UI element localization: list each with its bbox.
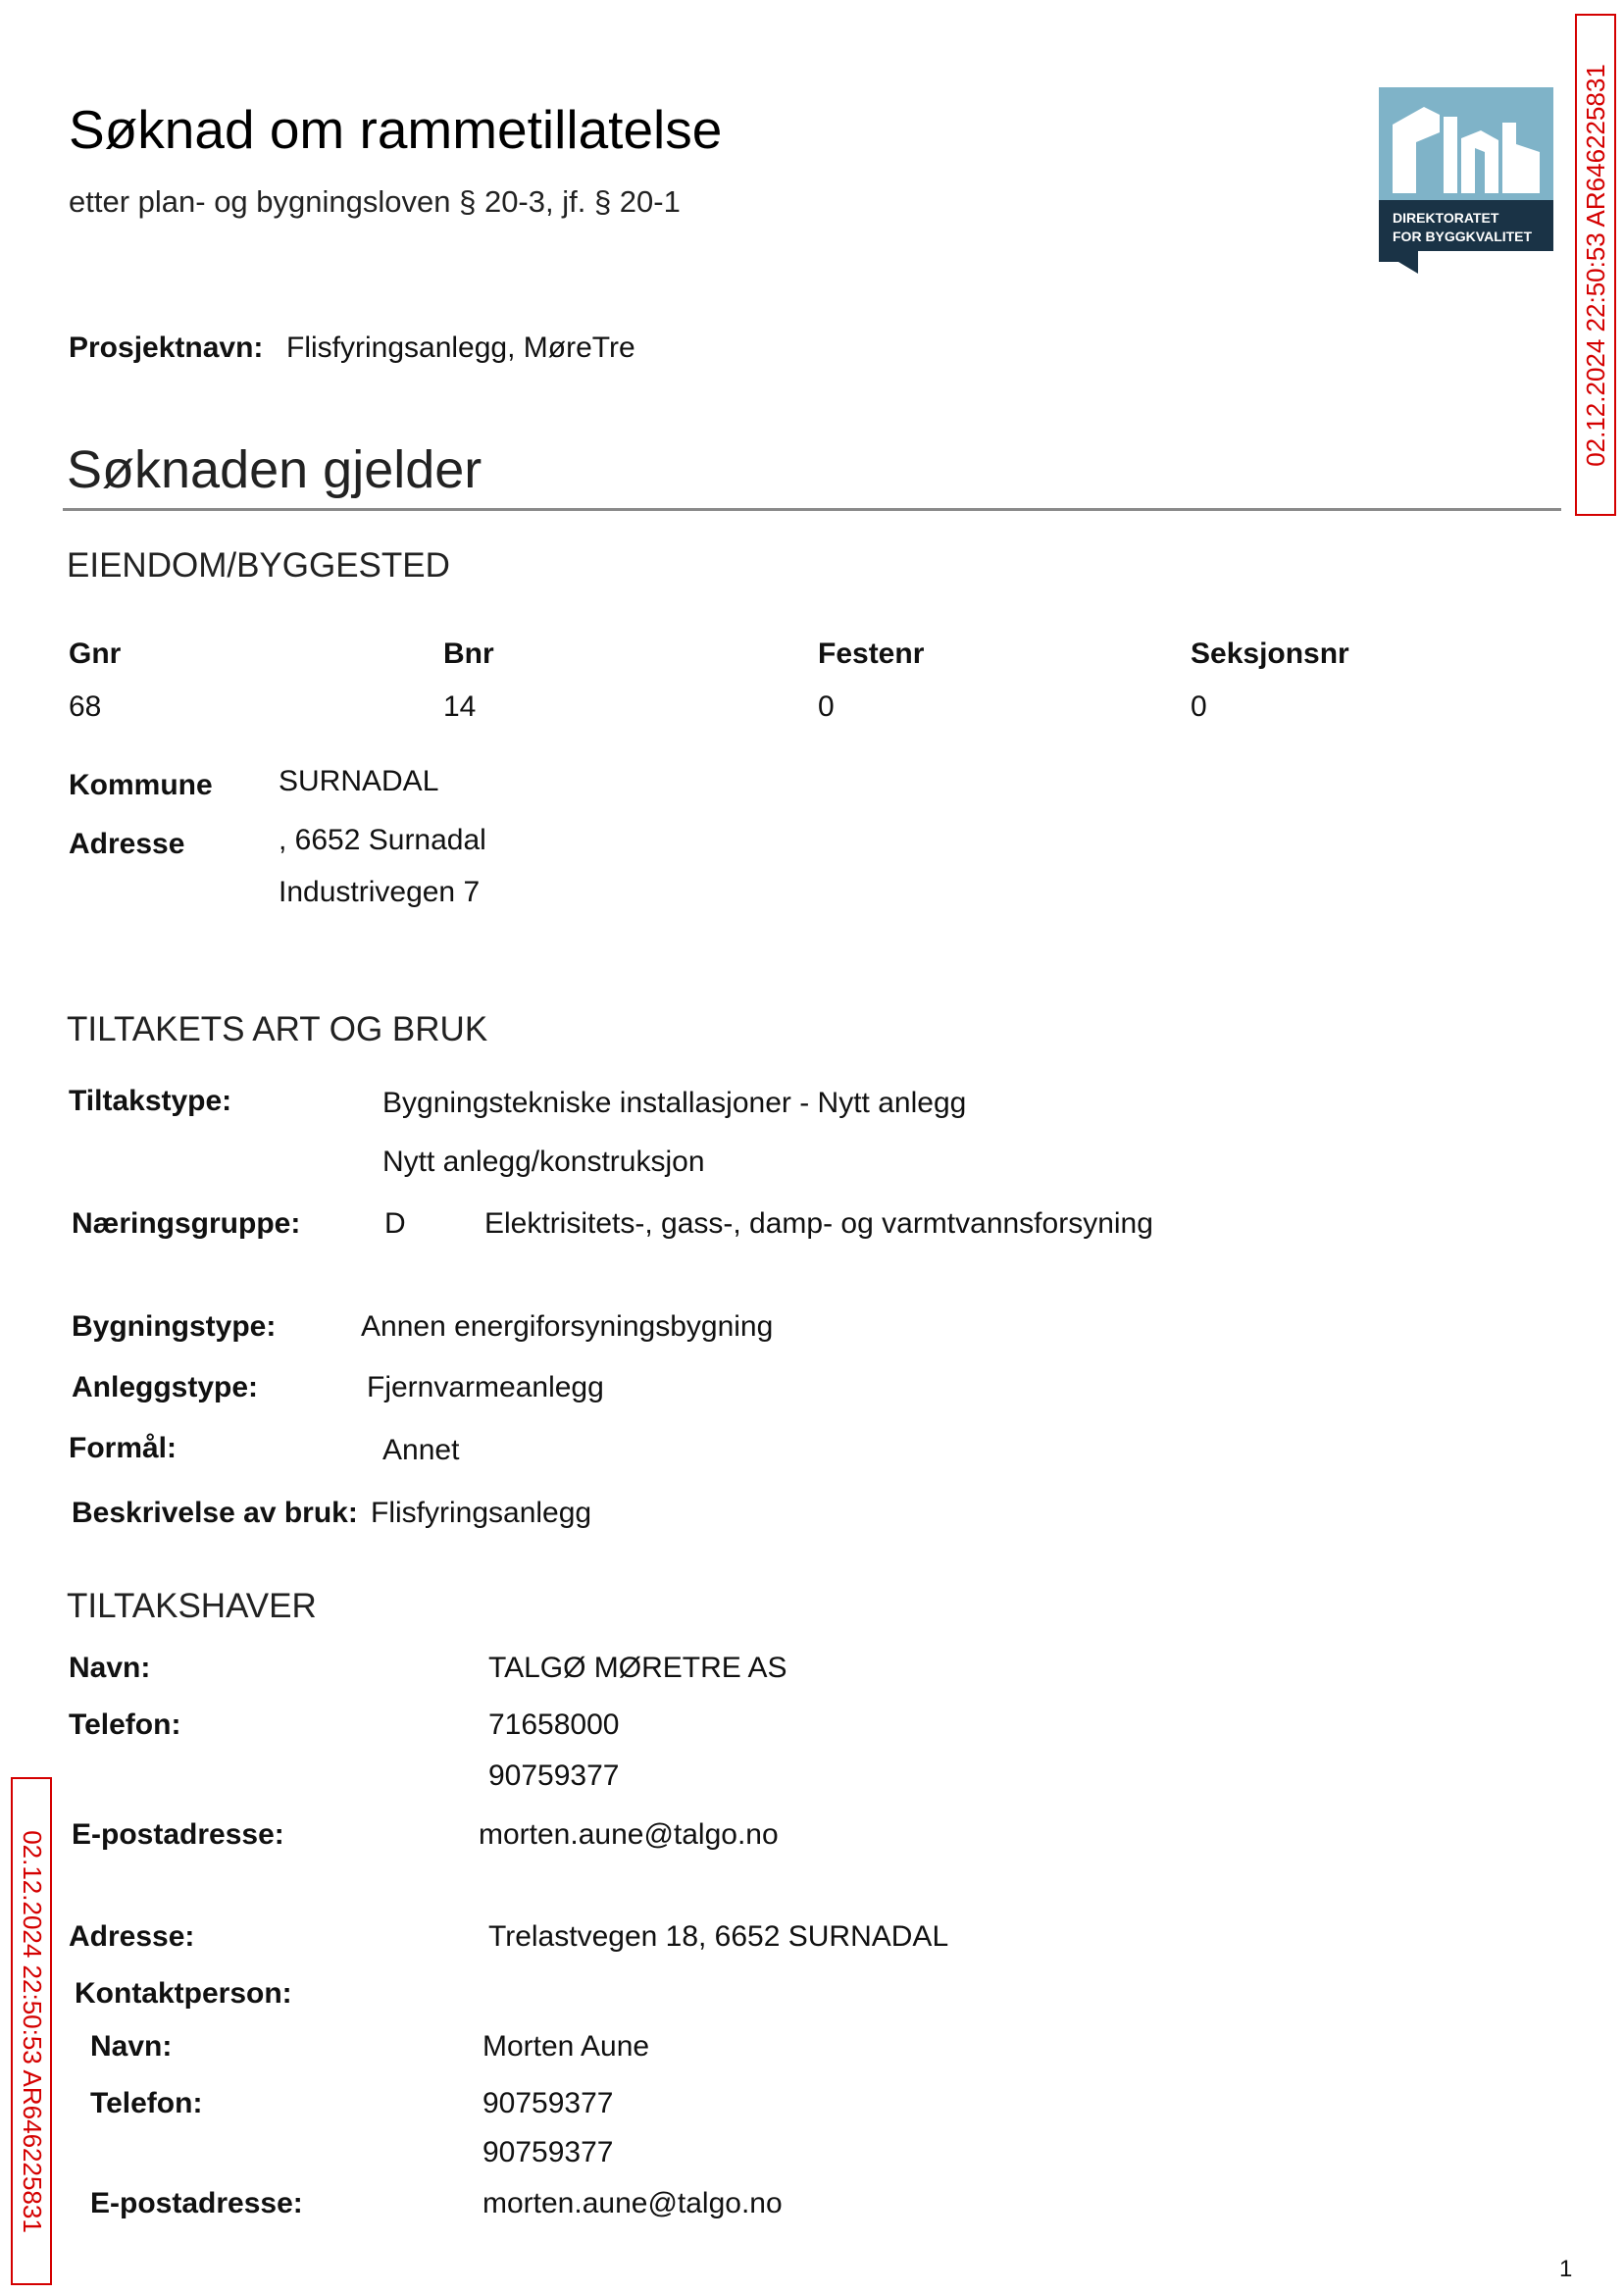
festenr-label: Festenr: [818, 637, 925, 670]
gnr-value: 68: [69, 690, 102, 723]
festenr-value: 0: [818, 690, 835, 723]
usage-label: Beskrivelse av bruk:: [72, 1497, 358, 1529]
measure-type-label: Tiltakstype:: [69, 1085, 232, 1117]
measure-type-line2: Nytt anlegg/konstruksjon: [382, 1146, 705, 1178]
seksjonsnr-label: Seksjonsnr: [1191, 637, 1349, 670]
measure-heading: TILTAKETS ART OG BRUK: [67, 1010, 488, 1048]
dibk-logo: [1379, 87, 1553, 274]
address-label: Adresse: [69, 828, 185, 860]
logo-text-line1: DIREKTORATET: [1393, 210, 1499, 226]
section-title: Søknaden gjelder: [67, 440, 482, 499]
contact-email-label: E-postadresse:: [90, 2187, 303, 2219]
project-label: Prosjektnavn:: [69, 331, 264, 364]
applicant-heading: TILTAKSHAVER: [67, 1587, 317, 1625]
applicant-address-value: Trelastvegen 18, 6652 SURNADAL: [488, 1920, 949, 1953]
timestamp-stamp-top: [1575, 14, 1616, 516]
stamp-top-text: 02.12.2024 22:50:53 AR646225831: [1580, 63, 1610, 467]
facility-type-label: Anleggstype:: [72, 1371, 259, 1403]
applicant-name-value: TALGØ MØRETRE AS: [488, 1652, 787, 1684]
logo-text-line2: FOR BYGGKVALITET: [1393, 229, 1533, 244]
address-line1: , 6652 Surnadal: [279, 824, 486, 856]
municipality-label: Kommune: [69, 769, 213, 801]
bnr-label: Bnr: [443, 637, 494, 670]
bnr-value: 14: [443, 690, 477, 723]
municipality-value: SURNADAL: [279, 765, 439, 797]
contact-phone-label: Telefon:: [90, 2087, 203, 2119]
contact-person-label: Kontaktperson:: [75, 1977, 292, 2010]
usage-value: Flisfyringsanlegg: [371, 1497, 592, 1529]
contact-phone2: 90759377: [482, 2136, 614, 2168]
industry-code: D: [384, 1207, 406, 1240]
facility-type-value: Fjernvarmeanlegg: [367, 1371, 604, 1403]
applicant-email-label: E-postadresse:: [72, 1818, 284, 1851]
seksjonsnr-value: 0: [1191, 690, 1207, 723]
gnr-label: Gnr: [69, 637, 122, 670]
timestamp-stamp-bottom: [11, 1777, 52, 2285]
contact-name-label: Navn:: [90, 2030, 173, 2063]
industry-label: Næringsgruppe:: [72, 1207, 301, 1240]
applicant-name-label: Navn:: [69, 1652, 151, 1684]
purpose-label: Formål:: [69, 1432, 178, 1464]
contact-name-value: Morten Aune: [482, 2030, 650, 2063]
measure-type-line1: Bygningstekniske installasjoner - Nytt anlegg: [382, 1087, 967, 1119]
applicant-phone-label: Telefon:: [69, 1708, 181, 1741]
industry-name: Elektrisitets-, gass-, damp- og varmtvannsforsyning: [484, 1207, 1153, 1240]
document-title: Søknad om rammetillatelse: [69, 99, 723, 160]
contact-phone1: 90759377: [482, 2087, 614, 2119]
applicant-email-value: morten.aune@talgo.no: [479, 1818, 779, 1851]
building-type-value: Annen energiforsyningsbygning: [361, 1310, 774, 1343]
building-type-label: Bygningstype:: [72, 1310, 277, 1343]
contact-email-value: morten.aune@talgo.no: [482, 2187, 783, 2219]
document-subtitle: etter plan- og bygningsloven § 20-3, jf. § 20-1: [69, 184, 681, 219]
section-divider: [63, 508, 1561, 511]
address-line2: Industrivegen 7: [279, 876, 481, 908]
applicant-address-label: Adresse:: [69, 1920, 195, 1953]
project-value: Flisfyringsanlegg, MøreTre: [286, 331, 635, 364]
applicant-phone1: 71658000: [488, 1708, 620, 1741]
page-number: 1: [1559, 2256, 1573, 2282]
applicant-phone2: 90759377: [488, 1759, 620, 1792]
property-heading: EIENDOM/BYGGESTED: [67, 546, 450, 585]
purpose-value: Annet: [382, 1434, 460, 1466]
stamp-bottom-text: 02.12.2024 22:50:53 AR646225831: [17, 1829, 47, 2233]
